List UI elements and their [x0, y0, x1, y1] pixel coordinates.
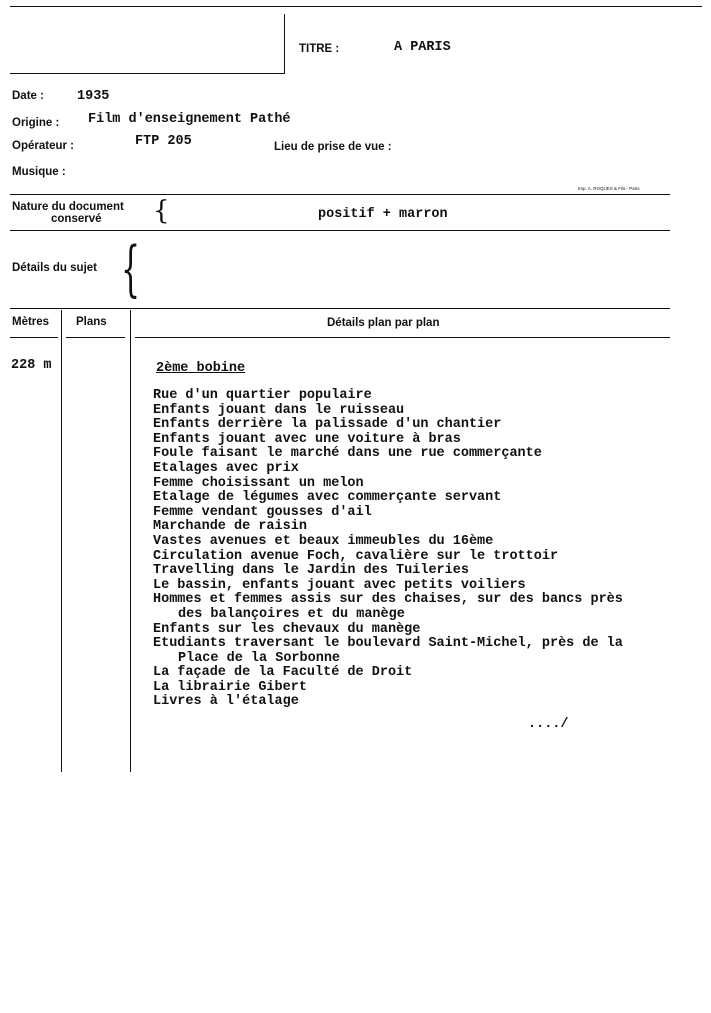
column-line-2 — [130, 310, 131, 772]
shot-line: Foule faisant le marché dans une rue commerçante — [153, 446, 542, 462]
column-line-1 — [61, 310, 62, 772]
shot-line: Vastes avenues et beaux immeubles du 16ème — [153, 533, 494, 549]
shot-line: Le bassin, enfants jouant avec petits voiliers — [153, 577, 526, 593]
shot-line: Enfants derrière la palissade d'un chantier — [153, 417, 502, 433]
date-value: 1935 — [77, 89, 110, 104]
title-box-bottom — [10, 73, 285, 74]
shot-line: Marchande de raisin — [153, 519, 307, 535]
title-box-divider — [284, 14, 285, 74]
top-border — [10, 6, 702, 7]
continuation-mark: ..../ — [528, 717, 569, 732]
shot-line: Etudiants traversant le boulevard Saint-Michel, près de la — [153, 636, 623, 652]
shot-line: Hommes et femmes assis sur des chaises, sur des bancs près — [153, 592, 623, 608]
operateur-value: FTP 205 — [135, 134, 192, 149]
nature-brace: { — [153, 196, 170, 226]
nature-divider — [10, 230, 670, 231]
col-details-header: Détails plan par plan — [327, 317, 440, 329]
date-label: Date : — [12, 90, 44, 102]
origine-label: Origine : — [12, 117, 60, 129]
nature-label-line1: Nature du document — [12, 201, 124, 213]
shot-line: Femme vendant gousses d'ail — [153, 504, 372, 520]
metres-value: 228 m — [11, 358, 52, 373]
operateur-label: Opérateur : — [12, 140, 74, 152]
shot-line: Enfants jouant avec une voiture à bras — [153, 431, 461, 447]
col-metres-header: Mètres — [12, 316, 50, 328]
col-plans-header: Plans — [76, 316, 107, 328]
shot-line: des balançoires et du manège — [178, 606, 405, 622]
table-header-rule-metres — [10, 337, 58, 338]
nature-value: positif + marron — [318, 207, 448, 222]
shot-line: Rue d'un quartier populaire — [153, 388, 372, 403]
details-sujet-brace: { — [121, 234, 141, 304]
musique-label: Musique : — [12, 166, 66, 178]
lieu-label: Lieu de prise de vue : — [274, 141, 392, 153]
shot-list — [153, 389, 623, 710]
printer-credit: Imp. A. ROQUES & Fils - Paris — [578, 186, 640, 191]
origine-value: Film d'enseignement Pathé — [88, 112, 291, 127]
shot-line: Place de la Sorbonne — [178, 650, 341, 666]
nature-label-line2: conservé — [51, 213, 102, 225]
shot-line: Etalages avec prix — [153, 460, 299, 476]
title-label: TITRE : — [299, 43, 340, 55]
title-value: A PARIS — [394, 40, 451, 55]
reel-heading: 2ème bobine — [156, 361, 246, 376]
shot-line: Femme choisissant un melon — [153, 475, 364, 491]
details-sujet-label: Détails du sujet — [12, 262, 97, 274]
shot-line: La façade de la Faculté de Droit — [153, 665, 413, 681]
shot-line: Travelling dans le Jardin des Tuileries — [153, 563, 469, 579]
shot-line: Enfants sur les chevaux du manège — [153, 621, 421, 637]
shot-line: Enfants jouant dans le ruisseau — [153, 402, 405, 418]
header-divider — [10, 194, 670, 195]
shot-line: Etalage de légumes avec commerçante servant — [153, 490, 502, 506]
shot-line: La librairie Gibert — [153, 679, 307, 695]
shot-line: Circulation avenue Foch, cavalière sur le trottoir — [153, 548, 559, 564]
shot-line: Livres à l'étalage — [153, 694, 299, 710]
table-header-rule-details — [135, 337, 670, 338]
details-divider — [10, 308, 670, 309]
table-header-rule-plans — [66, 337, 125, 338]
